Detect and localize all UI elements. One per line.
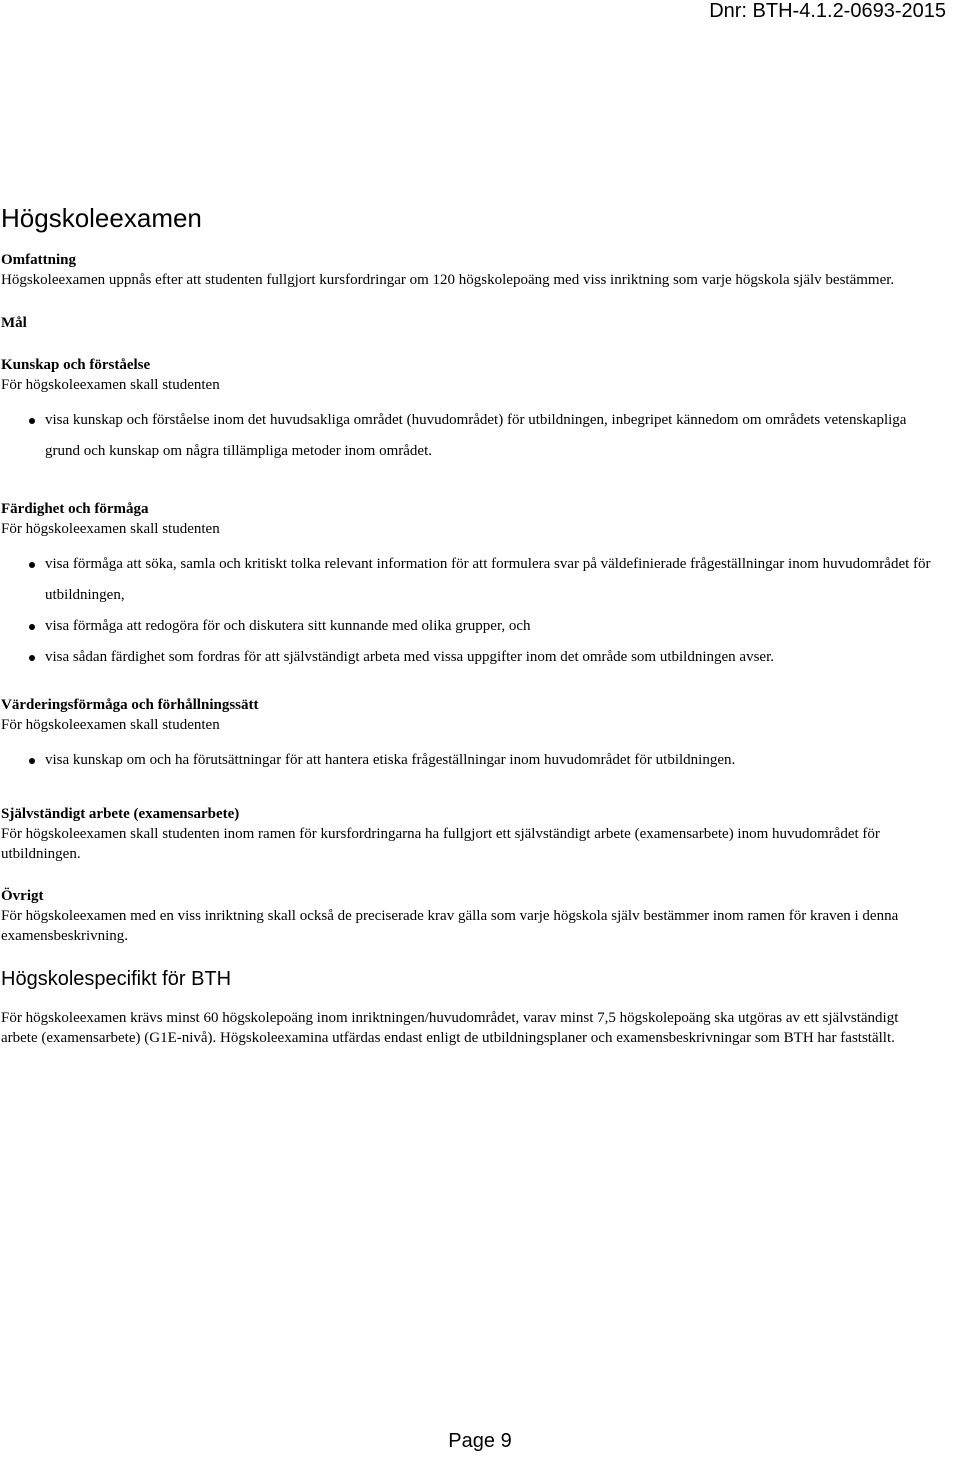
page-number: Page 9 [448,1430,512,1452]
bullet-icon [29,418,35,424]
vardering-list [1,745,931,776]
omfattning-heading: Omfattning [1,252,76,268]
sjalvstandigt-heading: Självständigt arbete (examensarbete) [1,806,240,822]
ovrigt-heading: Övrigt [1,888,44,904]
kunskap-heading: Kunskap och förståelse [1,357,151,373]
vardering-heading: Värderingsförmåga och förhållningssätt [1,697,259,713]
kunskap-intro: För högskoleexamen skall studenten [1,377,220,393]
omfattning-text: Högskoleexamen uppnås efter att studenten fullgjort kursfordringar om 120 högskolepoäng med viss inriktning som varje högskola själv bestämmer. [1,272,895,288]
fardighet-list [1,549,931,673]
kunskap-list [1,405,931,467]
list-item: visa kunskap och förståelse inom det huvudsakliga området (huvudområdet) för utbildningen, inbegripet kännedom om områdets vetenskapliga grund och kunskap om några tillämpliga metoder inom området. [1,405,931,467]
fardighet-intro: För högskoleexamen skall studenten [1,521,220,537]
bullet-icon [29,624,35,630]
list-item: visa kunskap om och ha förutsättningar för att hantera etiska frågeställningar inom huvudområdet för utbildningen. [1,745,931,776]
bth-heading: Högskolespecifikt för BTH [1,968,232,990]
sjalvstandigt-text: För högskoleexamen skall studenten inom ramen för kursfordringarna ha fullgjort ett självständigt arbete (examensarbete) inom huvudområdet för utbildningen. [1,826,880,862]
bth-text: För högskoleexamen krävs minst 60 högskolepoäng inom inriktningen/huvudområdet, varav minst 7,5 högskolepoäng ska utgöras av ett självständigt arbete (examensarbete) (G1E-nivå). Högskoleexamina utfärdas endast enligt de utbildningsplaner och examensbeskrivningar som BTH har fastställt. [1,1010,899,1046]
bullet-icon [29,758,35,764]
vardering-intro: För högskoleexamen skall studenten [1,717,220,733]
ovrigt-text: För högskoleexamen med en viss inriktning skall också de preciserade krav gälla som varje högskola själv bestämmer inom ramen för kraven i denna examensbeskrivning. [1,908,899,944]
mal-heading: Mål [1,315,27,331]
list-item: visa sådan färdighet som fordras för att självständigt arbeta med vissa uppgifter inom det område som utbildningen avser. [1,642,931,673]
fardighet-heading: Färdighet och förmåga [1,501,149,517]
bullet-icon [29,655,35,661]
list-item: visa förmåga att söka, samla och kritiskt tolka relevant information för att formulera svar på väldefinierade frågeställningar inom huvudområdet för utbildningen, [1,549,931,611]
bullet-icon [29,562,35,568]
document-body [1,198,931,1048]
page-title: Högskoleexamen [1,203,202,233]
document-number: Dnr: BTH-4.1.2-0693-2015 [709,0,946,22]
list-item: visa förmåga att redogöra för och diskutera sitt kunnande med olika grupper, och [1,611,931,642]
